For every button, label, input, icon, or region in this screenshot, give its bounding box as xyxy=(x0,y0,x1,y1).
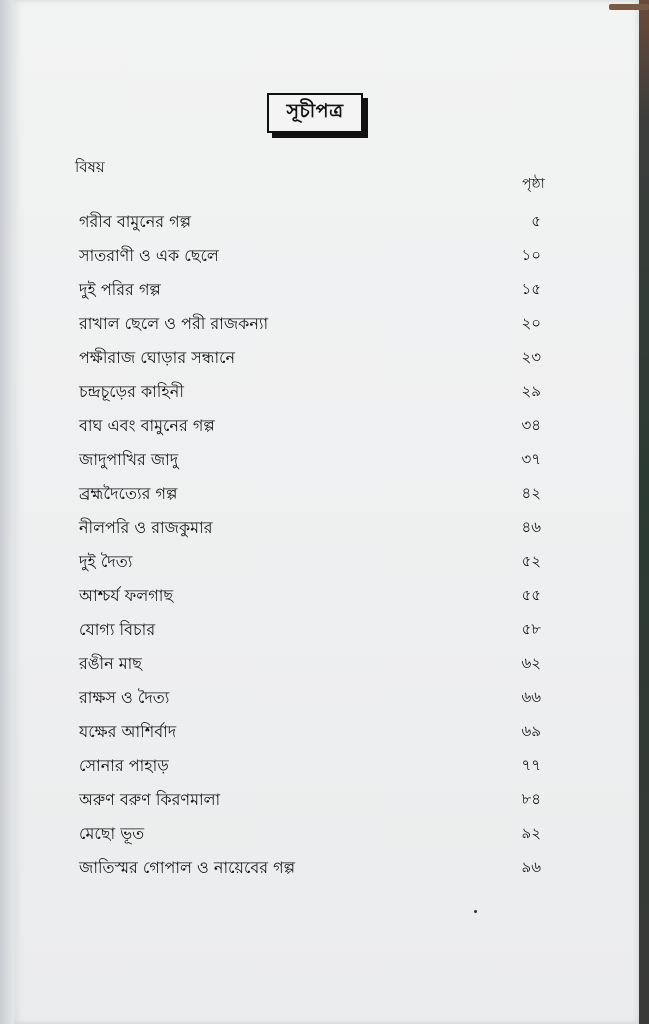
toc-entry-title: সাতরাণী ও এক ছেলে xyxy=(79,245,219,265)
toc-row xyxy=(79,307,541,341)
toc-entry-page-number: ৫৫ xyxy=(521,585,541,604)
toc-entry-page-number: ১০ xyxy=(521,245,541,264)
toc-entry-page-number: ৬২ xyxy=(521,653,541,672)
toc-entry-title: চন্দ্রচূড়ের কাহিনী xyxy=(79,381,184,401)
toc-row xyxy=(79,477,541,511)
toc-entry-title: সোনার পাহাড় xyxy=(79,755,169,775)
toc-entry-page-number: ২০ xyxy=(521,313,541,332)
toc-entry-title: রঙীন মাছ xyxy=(79,653,142,673)
toc-entry-title: নীলপরি ও রাজকুমার xyxy=(79,517,213,537)
toc-entry-title: ব্রহ্মদৈত্যের গল্প xyxy=(79,483,178,503)
toc-row xyxy=(79,205,541,239)
toc-entry-page-number: ২৩ xyxy=(521,347,541,366)
toc-entry-page-number: ৩৭ xyxy=(521,449,541,468)
toc-entry-page-number: ২৯ xyxy=(521,381,541,400)
toc-row xyxy=(79,409,541,443)
toc-entry-page-number: ৪৬ xyxy=(521,517,541,536)
toc-row xyxy=(79,851,541,885)
toc-entry-title: রাখাল ছেলে ও পরী রাজকন্যা xyxy=(79,313,269,333)
toc-entry-title: যোগ্য বিচার xyxy=(79,619,156,639)
toc-entry-page-number: ৯৬ xyxy=(521,857,541,876)
toc-entry-title: অরুণ বরুণ কিরণমালা xyxy=(79,789,221,809)
page-title: সূচীপত্র xyxy=(267,93,363,133)
toc-entry-title: মেছো ভূত xyxy=(79,823,145,843)
book-cover-corner xyxy=(609,4,649,10)
toc-row xyxy=(79,681,541,715)
toc-row xyxy=(79,545,541,579)
toc-row xyxy=(79,443,541,477)
toc-row xyxy=(79,579,541,613)
toc-row xyxy=(79,273,541,307)
toc-entry-title: জাতিস্মর গোপাল ও নায়েবের গল্প xyxy=(79,857,296,877)
toc-row xyxy=(79,817,541,851)
ink-dot xyxy=(474,910,477,913)
toc-entry-title: যক্ষের আশির্বাদ xyxy=(79,721,177,741)
toc-entry-title: গরীব বামুনের গল্প xyxy=(79,211,192,231)
toc-entry-page-number: ৫৮ xyxy=(521,619,541,638)
toc-entry-title: রাক্ষস ও দৈত্য xyxy=(79,687,170,707)
toc-entry-page-number: ৯২ xyxy=(521,823,541,842)
book-cover-edge xyxy=(639,0,649,1024)
toc-entry-title: বাঘ এবং বামুনের গল্প xyxy=(79,415,215,435)
toc-entry-page-number: ৬৯ xyxy=(521,721,541,740)
column-header-subject: বিষয় xyxy=(75,158,105,176)
toc-entry-page-number: ৫২ xyxy=(521,551,541,570)
toc-entry-title: দুই দৈত্য xyxy=(79,551,133,571)
toc-row xyxy=(79,783,541,817)
toc-entry-page-number: ১৫ xyxy=(521,279,541,298)
book-page xyxy=(14,0,640,1024)
column-header-page: পৃষ্ঠা xyxy=(522,176,545,192)
toc-entry-page-number: ৩৪ xyxy=(521,415,541,434)
toc-row xyxy=(79,511,541,545)
toc-row xyxy=(79,239,541,273)
toc-entry-title: দুই পরির গল্প xyxy=(79,279,161,299)
toc-row xyxy=(79,613,541,647)
toc-entry-title: আশ্চর্য ফলগাছ xyxy=(79,585,174,605)
toc-row xyxy=(79,341,541,375)
toc-entry-title: পক্ষীরাজ ঘোড়ার সন্ধানে xyxy=(79,347,236,367)
toc-entry-page-number: ৪২ xyxy=(521,483,541,502)
toc-entry-page-number: ৫ xyxy=(531,211,541,230)
toc-entry-page-number: ৬৬ xyxy=(521,687,541,706)
toc-row xyxy=(79,715,541,749)
toc-row xyxy=(79,375,541,409)
toc-row xyxy=(79,749,541,783)
toc-entry-page-number: ৭৭ xyxy=(521,755,541,774)
toc-entry-page-number: ৮৪ xyxy=(521,789,541,808)
toc-row xyxy=(79,647,541,681)
table-of-contents xyxy=(79,205,541,885)
toc-entry-title: জাদুপাখির জাদু xyxy=(79,449,179,469)
